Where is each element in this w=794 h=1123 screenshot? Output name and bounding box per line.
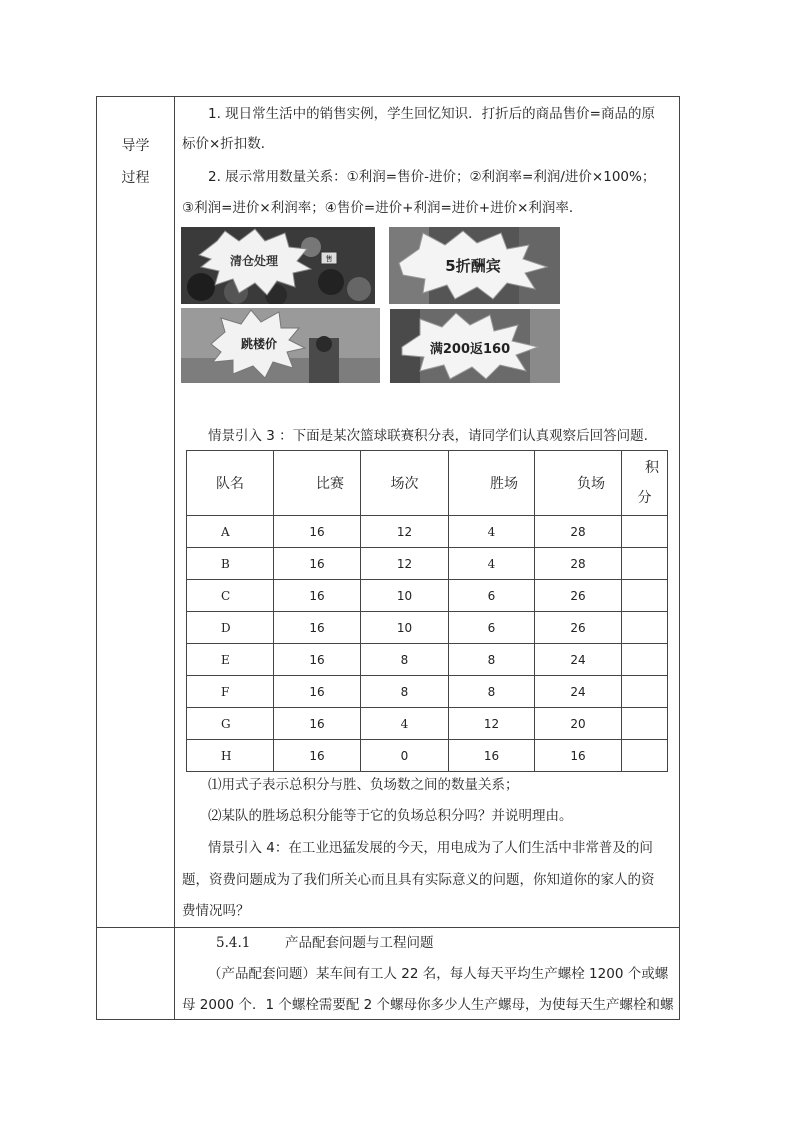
photo-label-rock-bottom: 跳楼价 bbox=[240, 337, 278, 351]
sale-sign-text: 售 bbox=[325, 255, 333, 263]
cell-empty bbox=[622, 516, 668, 548]
header-matches: 比赛 bbox=[274, 451, 361, 516]
cell-empty bbox=[622, 740, 668, 772]
cell-matches: 16 bbox=[274, 740, 361, 772]
column-divider bbox=[174, 97, 175, 1019]
scene-4-line-2: 题，资费问题成为了我们所关心而且具有实际意义的问题，你知道你的家人的资 bbox=[182, 872, 655, 888]
cell-matches: 16 bbox=[274, 644, 361, 676]
cell-team: G bbox=[187, 708, 274, 740]
cell-empty bbox=[622, 548, 668, 580]
table-row bbox=[187, 612, 668, 644]
cell-matches: 16 bbox=[274, 708, 361, 740]
cell-wins: 12 bbox=[361, 516, 449, 548]
scene-4-line-3: 费情况吗？ bbox=[182, 903, 250, 919]
side-label-bottom: 过程 bbox=[121, 170, 150, 186]
table-row bbox=[187, 676, 668, 708]
cell-empty bbox=[622, 580, 668, 612]
cell-losses: 6 bbox=[449, 612, 535, 644]
table-row bbox=[187, 644, 668, 676]
cell-points: 26 bbox=[535, 580, 622, 612]
cell-wins: 8 bbox=[361, 644, 449, 676]
header-games: 场次 bbox=[361, 451, 449, 516]
cell-losses: 4 bbox=[449, 548, 535, 580]
cell-team: B bbox=[187, 548, 274, 580]
cell-losses: 4 bbox=[449, 516, 535, 548]
section-number: 5.4.1 bbox=[216, 935, 251, 951]
question-2: ⑵某队的胜场总积分能等于它的负场总积分吗？并说明理由。 bbox=[208, 808, 573, 824]
cell-matches: 16 bbox=[274, 516, 361, 548]
table-row bbox=[187, 740, 668, 772]
cell-team: H bbox=[187, 740, 274, 772]
cell-team: A bbox=[187, 516, 274, 548]
cell-empty bbox=[622, 708, 668, 740]
cell-team: E bbox=[187, 644, 274, 676]
photo-label-rebate: 满200返160 bbox=[429, 342, 511, 357]
intro-line-2: 标价×折扣数． bbox=[182, 136, 275, 152]
cell-losses: 16 bbox=[449, 740, 535, 772]
cell-wins: 12 bbox=[361, 548, 449, 580]
cell-points: 28 bbox=[535, 516, 622, 548]
cell-empty bbox=[622, 612, 668, 644]
cell-points: 24 bbox=[535, 644, 622, 676]
photo-rock-bottom-price bbox=[181, 308, 380, 383]
intro-line-3: 2. 展示常用数量关系：①利润=售价-进价；②利润率=利润/进价×100%； bbox=[208, 169, 656, 185]
cell-points: 28 bbox=[535, 548, 622, 580]
cell-losses: 6 bbox=[449, 580, 535, 612]
cell-wins: 10 bbox=[361, 612, 449, 644]
header-points-1: 积 bbox=[645, 460, 659, 476]
cell-team: F bbox=[187, 676, 274, 708]
cell-points: 20 bbox=[535, 708, 622, 740]
table-row bbox=[187, 708, 668, 740]
header-team: 队名 bbox=[187, 451, 274, 516]
table-header-row bbox=[187, 451, 668, 516]
cell-losses: 12 bbox=[449, 708, 535, 740]
section-line-1: （产品配套问题）某车间有工人 22 名，每人每天平均生产螺栓 1200 个或螺 bbox=[208, 966, 669, 982]
scene-3-intro: 情景引入 3 ：下面是某次篮球联赛积分表，请同学们认真观察后回答问题. bbox=[208, 428, 648, 444]
row-divider bbox=[97, 927, 679, 928]
cell-team: D bbox=[187, 612, 274, 644]
cell-losses: 8 bbox=[449, 676, 535, 708]
cell-empty bbox=[622, 676, 668, 708]
question-1: ⑴用式子表示总积分与胜、负场数之间的数量关系； bbox=[208, 777, 519, 793]
intro-line-1: 1. 现日常生活中的销售实例，学生回忆知识．打折后的商品售价=商品的原 bbox=[208, 106, 655, 122]
cell-wins: 10 bbox=[361, 580, 449, 612]
header-points bbox=[622, 451, 668, 516]
photo-rebate-offer bbox=[390, 309, 560, 383]
photo-label-half-price: 5折酬宾 bbox=[445, 257, 501, 275]
header-points-2: 分 bbox=[637, 490, 652, 506]
cell-matches: 16 bbox=[274, 548, 361, 580]
photo-clearance-sale bbox=[181, 227, 375, 304]
section-line-2: 母 2000 个．1 个螺栓需要配 2 个螺母你多少人生产螺母，为使每天生产螺栓和螺 bbox=[182, 997, 674, 1013]
header-wins: 胜场 bbox=[449, 451, 535, 516]
cell-points: 24 bbox=[535, 676, 622, 708]
cell-wins: 4 bbox=[361, 708, 449, 740]
table-row bbox=[187, 548, 668, 580]
table-row bbox=[187, 516, 668, 548]
cell-wins: 8 bbox=[361, 676, 449, 708]
scene-4-line-1: 情景引入 4：在工业迅猛发展的今天，用电成为了人们生活中非常普及的问 bbox=[208, 840, 653, 856]
score-table bbox=[186, 450, 668, 772]
table-row bbox=[187, 580, 668, 612]
side-label-top: 导学 bbox=[121, 138, 150, 154]
photo-label-clearance: 清仓处理 bbox=[229, 254, 279, 268]
intro-line-4: ③利润=进价×利润率；④售价=进价+利润=进价+进价×利润率． bbox=[182, 200, 583, 216]
cell-points: 26 bbox=[535, 612, 622, 644]
cell-losses: 8 bbox=[449, 644, 535, 676]
photo-half-price bbox=[389, 227, 560, 304]
cell-matches: 16 bbox=[274, 676, 361, 708]
cell-wins: 0 bbox=[361, 740, 449, 772]
cell-team: C bbox=[187, 580, 274, 612]
cell-matches: 16 bbox=[274, 612, 361, 644]
cell-points: 16 bbox=[535, 740, 622, 772]
header-losses: 负场 bbox=[535, 451, 622, 516]
section-title: 产品配套问题与工程问题 bbox=[285, 935, 434, 951]
cell-matches: 16 bbox=[274, 580, 361, 612]
cell-empty bbox=[622, 644, 668, 676]
